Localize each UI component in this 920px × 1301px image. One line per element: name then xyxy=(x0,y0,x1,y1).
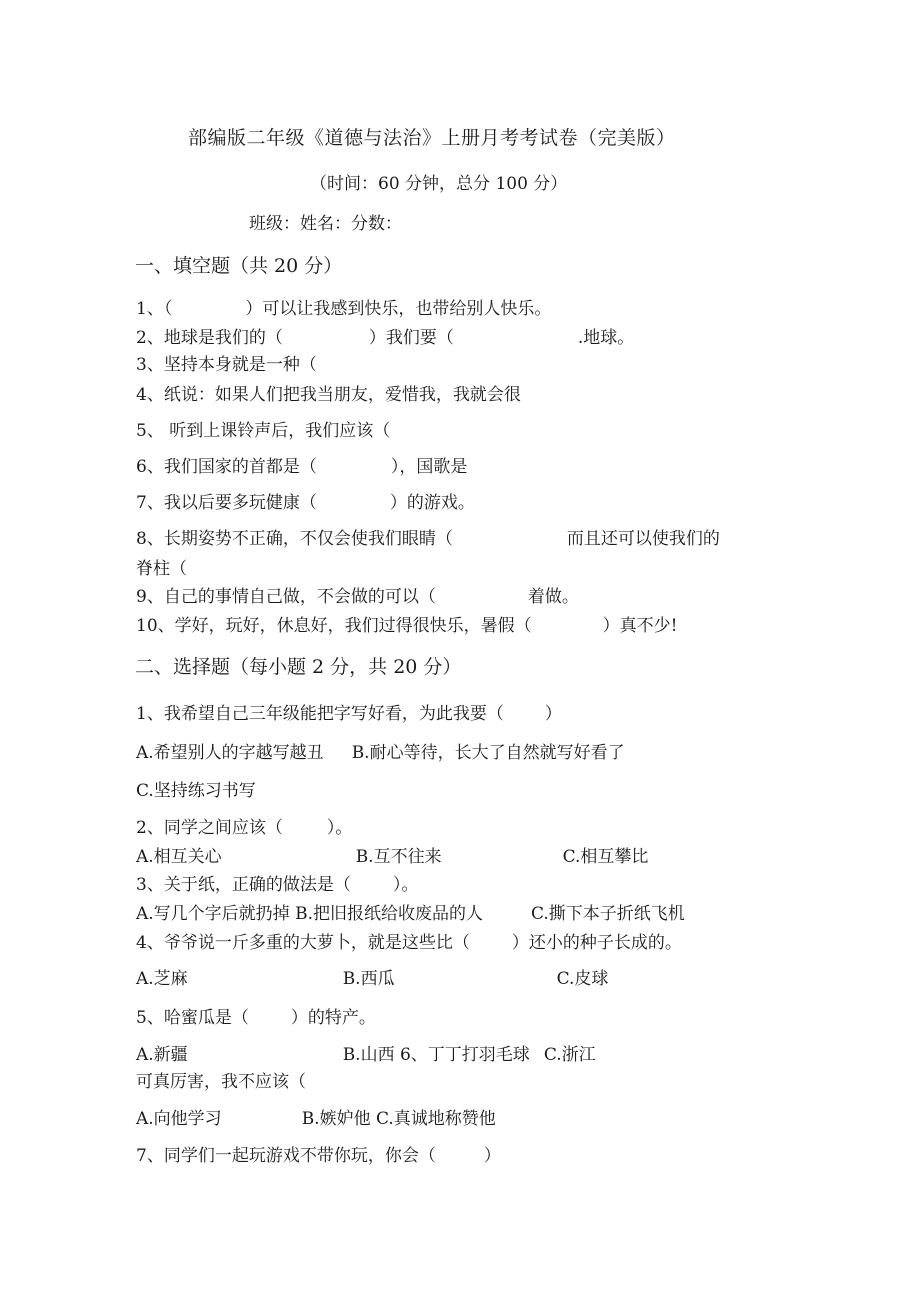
question-1-4: 4、纸说：如果人们把我当朋友，爱惜我，我就会很 xyxy=(136,385,521,405)
question-2-2: 2、同学之间应该（ ）。 xyxy=(136,818,353,838)
question-1-1: 1、（ ）可以让我感到快乐，也带给别人快乐。 xyxy=(136,299,552,319)
page-title: 部编版二年级《道德与法治》上册月考考试卷（完美版） xyxy=(188,127,676,149)
question-2-4-options: A.芝麻 B.西瓜 C.皮球 xyxy=(136,969,609,989)
question-2-3-options: A.写几个字后就扔掉 B.把旧报纸给收废品的人 C.撕下本子折纸飞机 xyxy=(136,904,685,924)
question-1-7: 7、我以后要多玩健康（ ）的游戏。 xyxy=(136,493,475,513)
question-1-5: 5、 听到上课铃声后，我们应该（ xyxy=(136,421,391,441)
section-heading-fill-blank: 一、填空题（共 20 分） xyxy=(135,255,343,277)
question-2-4: 4、爷爷说一斤多重的大萝卜，就是这些比（ ）还小的种子长成的。 xyxy=(136,933,682,953)
question-1-9: 9、自己的事情自己做，不会做的可以（ 着做。 xyxy=(136,587,579,607)
question-2-1-option-c: C.坚持练习书写 xyxy=(136,781,256,801)
student-info-line: 班级：姓名：分数： xyxy=(249,214,402,234)
question-2-6-options: A.向他学习 B.嫉妒他 C.真诚地称赞他 xyxy=(136,1109,496,1129)
exam-time-info: （时间：60 分钟，总分 100 分） xyxy=(310,174,568,194)
question-2-1-options: A.希望别人的字越写越丑 B.耐心等待，长大了自然就写好看了 xyxy=(136,743,625,763)
question-1-8: 8、长期姿势不正确，不仅会使我们眼睛（ 而且还可以使我们的 xyxy=(136,529,720,549)
question-2-2-options: A.相互关心 B.互不往来 C.相互攀比 xyxy=(136,847,649,867)
question-1-8-continued: 脊柱（ xyxy=(136,559,187,579)
question-2-5: 5、哈蜜瓜是（ ）的特产。 xyxy=(136,1008,376,1028)
question-1-10: 10、学好，玩好，休息好，我们过得很快乐，暑假（ ）真不少! xyxy=(136,616,678,636)
section-heading-choice: 二、选择题（每小题 2 分，共 20 分） xyxy=(135,656,462,678)
question-2-6-continued: 可真厉害，我不应该（ xyxy=(136,1072,306,1092)
question-2-1: 1、我希望自己三年级能把字写好看，为此我要（ ） xyxy=(136,704,562,724)
question-2-7: 7、同学们一起玩游戏不带你玩，你会（ ） xyxy=(136,1146,501,1166)
question-2-3: 3、关于纸，正确的做法是（ ）。 xyxy=(136,875,419,895)
question-1-6: 6、我们国家的首都是（ ），国歌是 xyxy=(136,457,468,477)
question-2-5-options: A.新疆 B.山西 6、丁丁打羽毛球 C.浙江 xyxy=(136,1045,596,1065)
question-1-2: 2、地球是我们的（ ）我们要（ .地球。 xyxy=(136,328,635,348)
question-1-3: 3、坚持本身就是一种（ xyxy=(136,355,317,375)
